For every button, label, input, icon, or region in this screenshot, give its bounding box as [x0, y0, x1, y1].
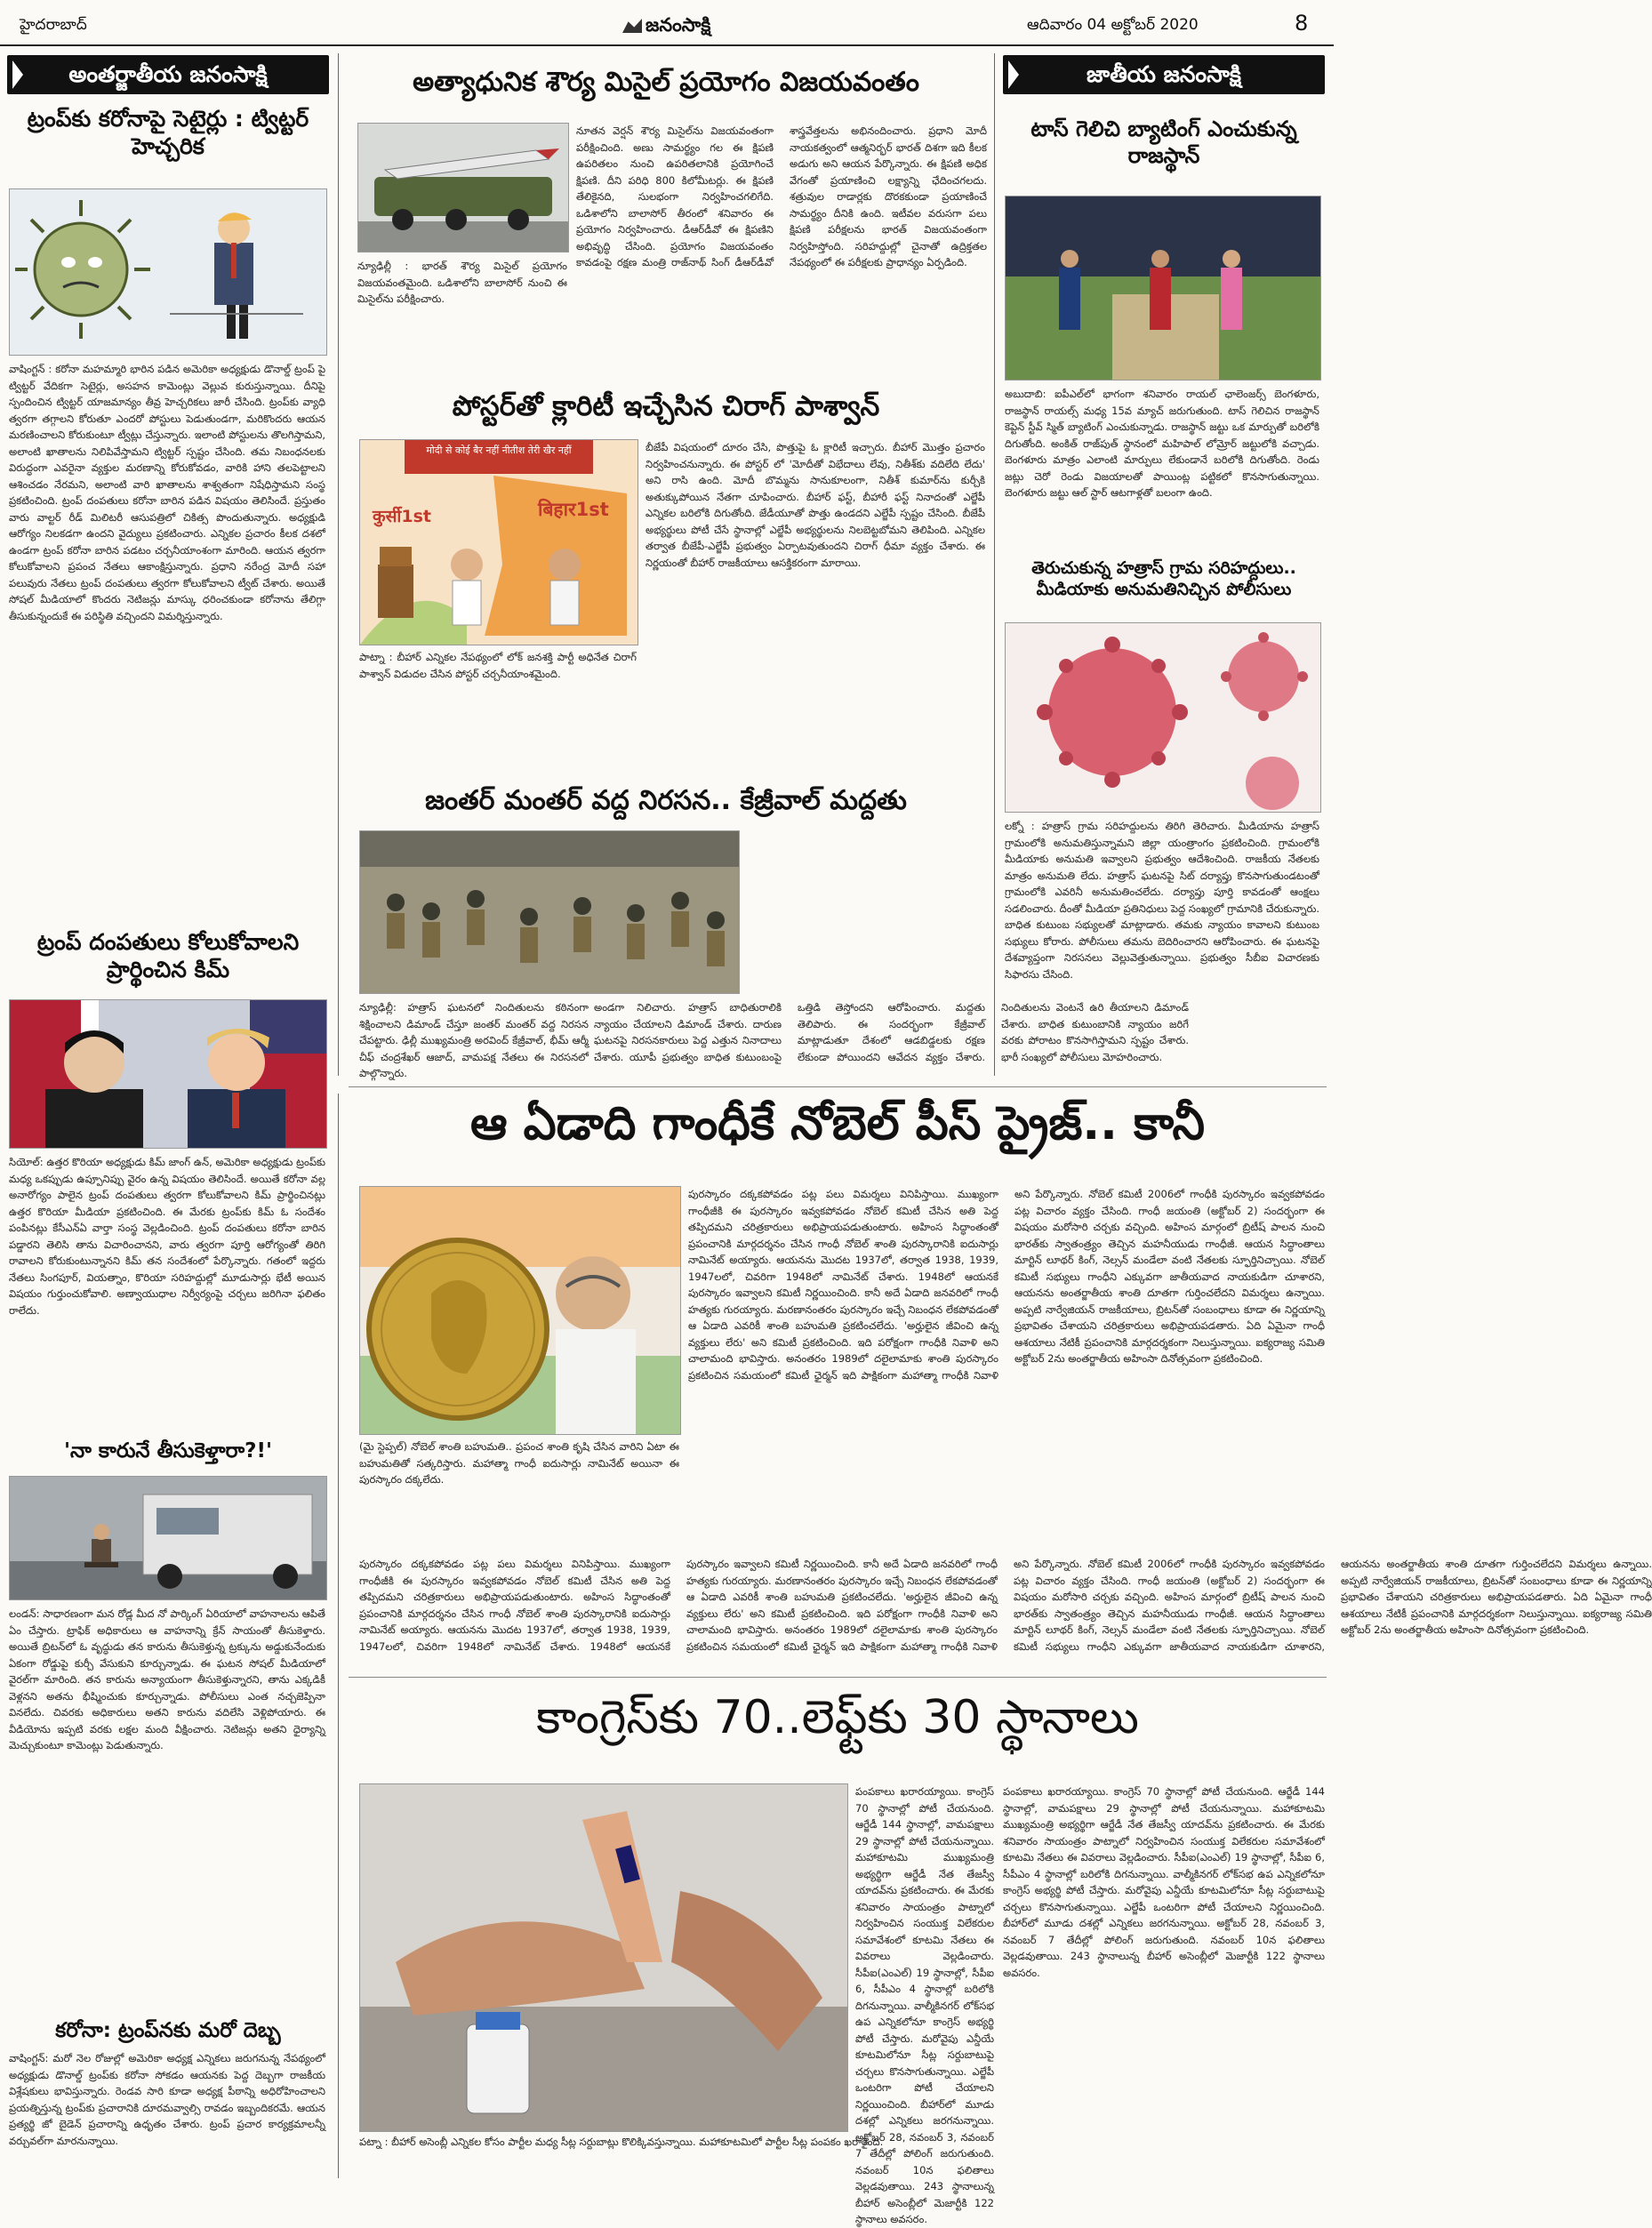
poster-slogan: मोदी से कोई बैर नहीं नीतीश तेरी खैर नहीं	[426, 445, 572, 456]
headline-trump-blow: కరోనా: ట్రంప్‌నకు మరో దెబ్బ	[55, 2019, 281, 2042]
headline-kim-prayer: ట్రంప్ దంపతులు కోలుకోవాలని ప్రార్థించిన కిమ్	[36, 929, 300, 983]
headline-trump-twitter: ట్రంప్‌కు కరోనాపై సెటైర్లు : ట్విట్టర్ హెచ్చరిక	[27, 106, 309, 160]
kim-trump-photo	[9, 999, 327, 1149]
newspaper-name: జనంసాక్షి	[646, 14, 711, 36]
headline-car-quote: 'నా కారునే తీసుకెళ్తారా?!'	[63, 1439, 273, 1463]
article-body-gandhi-top: పురస్కారం దక్కకపోవడం పట్ల పలు విమర్శలు వినిపిస్తాయి. ముఖ్యంగా గాంధీజీకి ఈ పురస్కారం ఇవ్వకపోవడం నోబెల్ కమిటీ చేసిన అతి పెద్ద తప్పిదమని చరిత్రకారులు అభిప్రాయపడుతుంటారు. అహింస సిద్ధాంతంతో ప్రపంచానికి మార్గదర్శనం చేసిన గాంధీ నోబెల్ శాంతి పురస్కారానికి ఐదుసార్లు నామినేట్ అయ్యారు. ఆయనను మొదట 1937లో, తర్వాత 1938, 1939, 1947లలో, చివరిగా 1948లో నామినేట్ చేశారు. 1948లో ఆయనకే పురస్కారం ఇవ్వాలని కమిటీ నిర్ణయించింది. కానీ అదే ఏడాది జనవరిలో గాంధీ హత్యకు గురయ్యారు. మరణానంతరం పురస్కారం ఇచ్చే నిబంధన లేకపోవడంతో ఆ ఏడాది ఎవరికీ శాంతి బహుమతి ప్రకటించలేదు. 'అర్హులైన జీవించి ఉన్న వ్యక్తులు లేరు' అని కమిటీ ప్రకటించింది. ఇది పరోక్షంగా గాంధీకి నివాళి అని చాలామంది భావిస్తారు. అనంతరం 1989లో దలైలామాకు శాంతి పురస్కారం ప్రకటించిన సమయంలో కమిటీ ఛైర్మన్ ఇది పాక్షికంగా మహాత్మా గాంధీకి నివాళి అని పేర్కొన్నారు. నోబెల్ కమిటీ 2006లో గాంధీకి పురస్కారం ఇవ్వకపోవడం పట్ల విచారం వ్యక్తం చేసింది. గాంధీ జయంతి (అక్టోబర్ 2) సందర్భంగా ఈ విషయం మరోసారి చర్చకు వచ్చింది. అహింస మార్గంలో బ్రిటీష్ పాలన నుంచి భారత్‌కు స్వాతంత్ర్యం తెచ్చిన మహనీయుడు గాంధీజీ. ఆయన సిద్ధాంతాలు మార్టిన్ లూథర్ కింగ్, నెల్సన్ మండేలా వంటి నేతలకు స్ఫూర్తినిచ్చాయి. నోబెల్ కమిటీ సభ్యులు గాంధీని ఎక్కువగా జాతీయవాద నాయకుడిగా చూశారని, ఆయనను అంతర్జాతీయ శాంతి దూతగా గుర్తించలేదని విమర్శలు ఉన్నాయి. అప్పటి నార్వేజియన్ రాజకీయాలు, బ్రిటన్‌తో సంబంధాలు కూడా ఈ నిర్ణయాన్ని ప్రభావితం చేశాయని చరిత్రకారులు అభిప్రాయపడతారు. ఏది ఏమైనా గాంధీ ఆశయాలు నేటికీ ప్రపంచానికి మార్గదర్శకంగా నిలుస్తున్నాయి. ఐక్యరాజ్య సమితి అక్టోబర్ 2ను అంతర్జాతీయ అహింసా దినోత్సవంగా ప్రకటించింది.	[688, 1188, 1325, 1382]
column-divider-right	[994, 53, 995, 1076]
jantar-caption: న్యూఢిల్లీ: హత్రాస్ ఘటనలో నిందితులను కఠినంగా శిక్షించాలని డిమాండ్ చేస్తూ జంతర్ మంతర్ వద్ద నిరసన చేపట్టారు. ఢిల్లీ ముఖ్యమంత్రి అరవింద్ కేజ్రీవాల్, భీమ్ ఆర్మీ చీఫ్ చంద్రశేఖర్ ఆజాద్, వామపక్ష నేతలు ఈ నిరసనలో పాల్గొన్నారు.	[359, 1001, 589, 1079]
poster-label-bihar: बिहार1st	[538, 499, 609, 520]
column-divider-left-bottom	[338, 1094, 339, 2178]
dateline-city: హైదరాబాద్	[20, 16, 87, 34]
article-body-toss: అబుదాబి: ఐపీఎల్‌లో భాగంగా శనివారం రాయల్ ఛాలెంజర్స్ బెంగళూరు, రాజస్థాన్ రాయల్స్ మధ్య 15వ మ్యాచ్ జరుగుతుంది. టాస్ గెలిచిన రాజస్థాన్ కెప్టెన్ స్టీవ్ స్మిత్ బ్యాటింగ్ ఎంచుకున్నాడు. రాజస్థాన్ జట్టు ఒక మార్పుతో బరిలోకి దిగుతోంది. అంకిత్ రాజ్‌పుత్ స్థానంలో మహిపాల్ లోమ్రోర్ జట్టులోకి వచ్చాడు. బెంగళూరు మాత్రం ఎలాంటి మార్పులు లేకుండానే బరిలోకి దిగుతోంది. రెండు జట్లు చెరో రెండు విజయాలతో పాయింట్ల పట్టికలో కొనసాగుతున్నాయి. బెంగళూరు జట్టు ఆల్ స్టార్ ఆటగాళ్లతో బలంగా ఉంది.	[1005, 388, 1319, 499]
masthead-rule	[0, 44, 1334, 46]
article-body-jantar: అండగా నిలిచారు. హత్రాస్ బాధితురాలికి న్యాయం చేయాలని డిమాండ్ చేశారు. దారుణ ఘటనపై నిరసనకారులు పెద్ద ఎత్తున నినాదాలు చేశారు. యూపీ ప్రభుత్వం బాధిత కుటుంబంపై ఒత్తిడి తెస్తోందని ఆరోపించారు. మద్దతు తెలిపారు. ఈ సందర్భంగా కేజ్రీవాల్ మాట్లాడుతూ దేశంలో ఆడబిడ్డలకు రక్షణ లేకుండా పోయిందని ఆవేదన వ్యక్తం చేశారు. నిందితులను వెంటనే ఉరి తీయాలని డిమాండ్ చేశారు. బాధిత కుటుంబానికి న్యాయం జరిగే వరకు పోరాటం కొనసాగిస్తామని స్పష్టం చేశారు. భారీ సంఖ్యలో పోలీసులు మోహరించారు.	[594, 1001, 1189, 1063]
section-rule-gandhi	[349, 1086, 1327, 1087]
missile-photo	[357, 123, 569, 252]
headline-gandhi: ఆ ఏడాది గాంధీకే నోబెల్ పీస్ ప్రైజ్.. కానీ	[470, 1097, 1205, 1150]
issue-date: ఆదివారం 04 అక్టోబర్ 2020	[1027, 16, 1199, 34]
jantar-protest-photo	[359, 830, 740, 994]
article-body-missile: నూతన వెర్షన్ శౌర్య మిసైల్‌ను విజయవంతంగా పరీక్షించింది. అణు సామర్థ్యం గల ఈ క్షిపణి ఉపరితలం నుంచి ఉపరితలానికి ప్రయోగించే క్షిపణి. దీని పరిధి 800 కిలోమీటర్లు. ఈ క్షిపణి తేలికైనది, సులభంగా నిర్వహించగలిగేది. ఒడిశాలోని బాలాసోర్ తీరంలో శనివారం ఈ ప్రయోగం నిర్వహించారు. డీఆర్‌డీవో ఈ క్షిపణిని అభివృద్ధి చేసింది. ప్రయోగం విజయవంతం కావడంపై రక్షణ మంత్రి రాజ్‌నాథ్ సింగ్ డీఆర్‌డీవో శాస్త్రవేత్తలను అభినందించారు. ప్రధాని మోదీ నాయకత్వంలో ఆత్మనిర్భర్ భారత్ దిశగా ఇది కీలక అడుగు అని ఆయన పేర్కొన్నారు. ఈ క్షిపణి అధిక వేగంతో ప్రయాణించి లక్ష్యాన్ని ఛేదించగలదు. శత్రువుల రాడార్లకు దొరకకుండా ప్రయాణించే సామర్థ్యం దీనికి ఉంది. ఇటీవల వరుసగా పలు క్షిపణి పరీక్షలను భారత్ విజయవంతంగా నిర్వహిస్తోంది. సరిహద్దుల్లో చైనాతో ఉద్రిక్తతల నేపథ్యంలో ఈ పరీక్షలకు ప్రాధాన్యం ఏర్పడింది.	[576, 124, 987, 268]
article-body-kim: సియోల్: ఉత్తర కొరియా అధ్యక్షుడు కిమ్ జాంగ్ ఉన్, అమెరికా అధ్యక్షుడు ట్రంప్‌కు మధ్య ఒకప్పుడు ఉప్పూనిప్పు వైరం ఉన్న విషయం తెలిసిందే. అయితే కరోనా వల్ల అనారోగ్యం పాలైన ట్రంప్ దంపతులు త్వరగా కోలుకోవాలని కిమ్ ప్రార్థించినట్లు ఉత్తర కొరియా మీడియా ప్రకటించింది. ఈ మేరకు ట్రంప్‌కు కిమ్ ఓ సందేశం పంపినట్లు కేసీఎన్ఏ వార్తా సంస్థ వెల్లడించింది. ట్రంప్ దంపతులు కరోనా బారిన పడ్డారని తెలిసి తాను విచారించానని, వారు త్వరగా పూర్తి ఆరోగ్యంతో తిరిగి రావాలని కోరుకుంటున్నానని కిమ్ తన సందేశంలో పేర్కొన్నారు. గతంలో ఇద్దరు నేతలు సింగపూర్, వియత్నాం, కొరియా సరిహద్దుల్లో మూడుసార్లు భేటీ అయిన విషయం గుర్తుంచుకోవాలి. అణ్వాయుధాల నిర్వీర్యంపై చర్చలు జరిగినా ఫలితం రాలేదు.	[9, 1156, 325, 1317]
missile-caption: న్యూఢిల్లీ : భారత్ శౌర్య మిసైల్ ప్రయోగం విజయవంతమైంది. ఒడిశాలోని బాలాసోర్ నుంచి ఈ మిసైల్‌ను పరీక్షించారు.	[357, 260, 567, 305]
poster-label-chair: कुर्सी1st	[373, 507, 431, 526]
column-divider-left	[338, 53, 339, 1076]
article-body-congress-right: పంపకాలు ఖరారయ్యాయి. కాంగ్రెస్ 70 స్థానాల్లో పోటీ చేయనుంది. ఆర్జేడీ 144 స్థానాల్లో, వామపక్షాలు 29 స్థానాల్లో పోటీ చేయనున్నాయి. మహాకూటమి ముఖ్యమంత్రి అభ్యర్థిగా ఆర్జేడీ నేత తేజస్వీ యాదవ్‌ను ప్రకటించారు. ఈ మేరకు శనివారం సాయంత్రం పాట్నాలో నిర్వహించిన సంయుక్త విలేకరుల సమావేశంలో కూటమి నేతలు ఈ వివరాలు వెల్లడించారు. సీపీఐ(ఎంఎల్) 19 స్థానాల్లో, సీపీఐ 6, సీపీఎం 4 స్థానాల్లో బరిలోకి దిగనున్నాయి. వాల్మీకినగర్ లోక్‌సభ ఉప ఎన్నికలోనూ కాంగ్రెస్ అభ్యర్థి పోటీ చేస్తారు. మరోవైపు ఎన్డీయే కూటమిలోనూ సీట్ల సర్దుబాటుపై చర్చలు కొనసాగుతున్నాయి. ఎల్జేపీ ఒంటరిగా పోటీ చేయాలని నిర్ణయించింది. బీహార్‌లో మూడు దశల్లో ఎన్నికలు జరగనున్నాయి. అక్టోబర్ 28, నవంబర్ 3, నవంబర్ 7 తేదీల్లో పోలింగ్ జరుగుతుంది. నవంబర్ 10న ఫలితాలు వెల్లడవుతాయి. 243 స్థానాలున్న బీహార్ అసెంబ్లీలో మెజార్టీకి 122 స్థానాలు అవసరం.	[1003, 1785, 1325, 1979]
section-banner-national: జాతీయ జనంసాక్షి	[1003, 55, 1325, 94]
section-rule-congress	[349, 1677, 1327, 1678]
article-body-hathras: లక్నో : హత్రాస్ గ్రామ సరిహద్దులను తిరిగి తెరిచారు. మీడియాను హత్రాస్ గ్రామంలోకి అనుమతిస్తున్నామని జిల్లా యంత్రాంగం ప్రకటించింది. గ్రామంలోకి మీడియాకు అనుమతి ఇవ్వాలని ప్రభుత్వం ఆదేశించింది. రాజకీయ నేతలకు మాత్రం అనుమతి లేదు. హత్రాస్ ఘటనపై సిట్ దర్యాప్తు కొనసాగుతుండటంతో గ్రామంలోకి ఎవరినీ అనుమతించలేదు. దర్యాప్తు పూర్తి కావడంతో ఆంక్షలు సడలించారు. దీంతో మీడియా ప్రతినిధులు పెద్ద సంఖ్యలో గ్రామానికి చేరుకున్నారు. బాధిత కుటుంబ సభ్యులతో మాట్లాడారు. తమకు న్యాయం కావాలని కుటుంబ సభ్యులు కోరారు. పోలీసులు తమను బెదిరించారని ఆరోపించారు. ఈ ఘటనపై దేశవ్యాప్తంగా నిరసనలు వెల్లువెత్తుతున్నాయి. ప్రభుత్వం సీబీఐ విచారణకు సిఫారసు చేసింది.	[1005, 820, 1319, 981]
trump-covid-cartoon	[9, 188, 327, 356]
section-banner-international: అంతర్జాతీయ జనంసాక్షి	[7, 55, 329, 94]
logo-icon	[622, 19, 642, 33]
chirag-caption: పాట్నా : బీహార్ ఎన్నికల నేపథ్యంలో లోక్ జనశక్తి పార్టీ అధినేత చిరాగ్ పాశ్వాన్ విడుదల చేసిన పోస్టర్ చర్చనీయాంశమైంది.	[359, 651, 637, 680]
article-body-gandhi-bottom: పురస్కారం దక్కకపోవడం పట్ల పలు విమర్శలు వినిపిస్తాయి. ముఖ్యంగా గాంధీజీకి ఈ పురస్కారం ఇవ్వకపోవడం నోబెల్ కమిటీ చేసిన అతి పెద్ద తప్పిదమని చరిత్రకారులు అభిప్రాయపడుతుంటారు. అహింస సిద్ధాంతంతో ప్రపంచానికి మార్గదర్శనం చేసిన గాంధీ నోబెల్ శాంతి పురస్కారానికి ఐదుసార్లు నామినేట్ అయ్యారు. ఆయనను మొదట 1937లో, తర్వాత 1938, 1939, 1947లలో, చివరిగా 1948లో నామినేట్ చేశారు. 1948లో ఆయనకే పురస్కారం ఇవ్వాలని కమిటీ నిర్ణయించింది. కానీ అదే ఏడాది జనవరిలో గాంధీ హత్యకు గురయ్యారు. మరణానంతరం పురస్కారం ఇచ్చే నిబంధన లేకపోవడంతో ఆ ఏడాది ఎవరికీ శాంతి బహుమతి ప్రకటించలేదు. 'అర్హులైన జీవించి ఉన్న వ్యక్తులు లేరు' అని కమిటీ ప్రకటించింది. ఇది పరోక్షంగా గాంధీకి నివాళి అని చాలామంది భావిస్తారు. అనంతరం 1989లో దలైలామాకు శాంతి పురస్కారం ప్రకటించిన సమయంలో కమిటీ ఛైర్మన్ ఇది పాక్షికంగా మహాత్మా గాంధీకి నివాళి అని పేర్కొన్నారు. నోబెల్ కమిటీ 2006లో గాంధీకి పురస్కారం ఇవ్వకపోవడం పట్ల విచారం వ్యక్తం చేసింది. గాంధీ జయంతి (అక్టోబర్ 2) సందర్భంగా ఈ విషయం మరోసారి చర్చకు వచ్చింది. అహింస మార్గంలో బ్రిటీష్ పాలన నుంచి భారత్‌కు స్వాతంత్ర్యం తెచ్చిన మహనీయుడు గాంధీజీ. ఆయన సిద్ధాంతాలు మార్టిన్ లూథర్ కింగ్, నెల్సన్ మండేలా వంటి నేతలకు స్ఫూర్తినిచ్చాయి. నోబెల్ కమిటీ సభ్యులు గాంధీని ఎక్కువగా జాతీయవాద నాయకుడిగా చూశారని, ఆయనను అంతర్జాతీయ శాంతి దూతగా గుర్తించలేదని విమర్శలు ఉన్నాయి. అప్పటి నార్వేజియన్ రాజకీయాలు, బ్రిటన్‌తో సంబంధాలు కూడా ఈ నిర్ణయాన్ని ప్రభావితం చేశాయని చరిత్రకారులు అభిప్రాయపడతారు. ఏది ఏమైనా గాంధీ ఆశయాలు నేటికీ ప్రపంచానికి మార్గదర్శకంగా నిలుస్తున్నాయి. ఐక్యరాజ్య సమితి అక్టోబర్ 2ను అంతర్జాతీయ అహింసా దినోత్సవంగా ప్రకటించింది.	[359, 1558, 1652, 1653]
chirag-poster	[359, 439, 638, 645]
headline-missile: అత్యాధునిక శౌర్య మిసైల్ ప్రయోగం విజయవంతం	[413, 67, 919, 98]
article-body-chirag: బీజేపీ విషయంలో దూరం చేసి, పొత్తుపై ఓ క్లారిటీ ఇచ్చారు. బీహార్ మొత్తం ప్రచారం నిర్వహించనున్నారు. ఈ పోస్టర్ లో 'మోదీతో విభేదాలు లేవు, నితీశ్‌కు వదిలేది లేదు' అని రాసి ఉంది. మోదీ బొమ్మను సానుకూలంగా, నితీశ్ కుమార్‌ను కుర్చీకి అతుక్కుపోయిన నేతగా చూపించారు. బీహార్ ఫస్ట్, బీహారీ ఫస్ట్ నినాదంతో ఎల్జేపీ ఎన్నికల బరిలోకి దిగుతోంది. జేడీయూతో పొత్తు ఉండదని ఎల్జేపీ స్పష్టం చేసింది. బీజేపీ అభ్యర్థులు పోటీ చేసే స్థానాల్లో ఎల్జేపీ అభ్యర్థులను నిలబెట్టబోమని తెలిపింది. ఎన్నికల తర్వాత బీజేపీ-ఎల్జేపీ ప్రభుత్వం ఏర్పాటవుతుందని చిరాగ్ ధీమా వ్యక్తం చేశారు. ఈ నిర్ణయంతో బీహార్ రాజకీయాలు ఆసక్తికరంగా మారాయి.	[646, 441, 985, 569]
headline-congress: కాంగ్రెస్‌కు 70..లెఫ్ట్‌కు 30 స్థానాలు	[536, 1691, 1139, 1744]
newspaper-logo	[622, 14, 710, 41]
headline-toss: టాస్ గెలిచి బ్యాటింగ్ ఎంచుకున్న రాజస్థాన్	[1030, 116, 1297, 168]
gandhi-caption: (మై స్టెప్పల్) నోబెల్ శాంతి బహుమతి.. ప్రపంచ శాంతి కృషి చేసిన వారిని ఏటా ఈ బహుమతితో సత్కరిస్తారు. మహాత్మా గాంధీ ఐదుసార్లు నామినేట్ అయినా ఈ పురస్కారం దక్కలేదు.	[359, 1440, 679, 1486]
article-body-trump-twitter: వాషింగ్టన్ : కరోనా మహమ్మారి భారిన పడిన అమెరికా అధ్యక్షుడు డొనాల్డ్ ట్రంప్ పై ట్విట్టర్ వేదికగా సెటైర్లు, అసహన కామెంట్లు వెల్లువ కురుస్తున్నాయి. దీనిపై స్పందించిన ట్విట్టర్ యాజమాన్యం తీవ్ర హెచ్చరికలు జారీ చేసింది. ట్రంప్‌కు వ్యాధి త్వరగా తగ్గాలని కోరుతూ ఎందరో పోస్టులు పెడుతుండగా, మరికొందరు ఆయన మరణించాలని కోరుకుంటూ ట్వీట్లు చేస్తున్నారు. ఇలాంటి పోస్టులను తొలగిస్తామని, అలాంటి ఖాతాలను నిలిపివేస్తామని ట్విట్టర్ స్పష్టం చేసింది. తమ నిబంధనలకు విరుద్ధంగా ఎవరైనా వ్యక్తుల మరణాన్ని కోరుకోవడం, వారికి హాని తలపెట్టాలని ఆశించడం నేరమని, అలాంటి వారి ఖాతాలను శాశ్వతంగా నిషేధిస్తామని సంస్థ ప్రకటించింది. ట్రంప్ దంపతులు కరోనా బారిన పడిన విషయం తెలిసిందే. ప్రస్తుతం వారు వాల్టర్ రీడ్ మిలిటరీ ఆసుపత్రిలో చికిత్స పొందుతున్నారు. అధ్యక్షుడి ఆరోగ్యం నిలకడగా ఉందని వైద్యులు ప్రకటించారు. ఎన్నికల ప్రచారం కీలక దశలో ఉండగా ట్రంప్ కరోనా బారిన పడటం చర్చనీయాంశంగా మారింది. ఆయన త్వరగా కోలుకోవాలని ప్రపంచ నేతలు ఆకాంక్షిస్తున్నారు. ప్రధాని నరేంద్ర మోదీ సహా పలువురు నేతలు ట్రంప్ దంపతులు త్వరగా కోలుకోవాలని ట్వీట్ చేశారు. అయితే సోషల్ మీడియాలో కొందరు నెటిజన్లు మాస్కు ధరించకుండా కరోనాను తేలిగ్గా తీసుకున్నందుకే ఈ పరిస్థితి వచ్చిందని విమర్శిస్తున్నారు.	[9, 363, 325, 622]
article-body-trump-blow: వాషింగ్టన్: మరో నెల రోజుల్లో అమెరికా అధ్యక్ష ఎన్నికలు జరుగనున్న నేపథ్యంలో అధ్యక్షుడు డొనాల్డ్ ట్రంప్‌కు కరోనా సోకడం ఆయనకు పెద్ద దెబ్బగా రాజకీయ విశ్లేషకులు భావిస్తున్నారు. రెండవ సారి కూడా అధ్యక్ష పీఠాన్ని అధిరోహించాలని ప్రయత్నిస్తున్న ట్రంప్‌కు ప్రచారానికి దూరమవ్వాల్సి రావడం ఇబ్బందికరమే. ఆయన ప్రత్యర్థి జో బైడెన్ ప్రచారాన్ని ఉధృతం చేశారు. ట్రంప్ ప్రచార కార్యక్రమాలన్నీ వర్చువల్‌గా మారనున్నాయి.	[9, 2052, 325, 2147]
page-number: 8	[1295, 11, 1309, 36]
voting-ink-photo	[359, 1783, 848, 2132]
article-body-congress-left: పంపకాలు ఖరారయ్యాయి. కాంగ్రెస్ 70 స్థానాల్లో పోటీ చేయనుంది. ఆర్జేడీ 144 స్థానాల్లో, వామపక్షాలు 29 స్థానాల్లో పోటీ చేయనున్నాయి. మహాకూటమి ముఖ్యమంత్రి అభ్యర్థిగా ఆర్జేడీ నేత తేజస్వీ యాదవ్‌ను ప్రకటించారు. ఈ మేరకు శనివారం సాయంత్రం పాట్నాలో నిర్వహించిన సంయుక్త విలేకరుల సమావేశంలో కూటమి నేతలు ఈ వివరాలు వెల్లడించారు. సీపీఐ(ఎంఎల్) 19 స్థానాల్లో, సీపీఐ 6, సీపీఎం 4 స్థానాల్లో బరిలోకి దిగనున్నాయి. వాల్మీకినగర్ లోక్‌సభ ఉప ఎన్నికలోనూ కాంగ్రెస్ అభ్యర్థి పోటీ చేస్తారు. మరోవైపు ఎన్డీయే కూటమిలోనూ సీట్ల సర్దుబాటుపై చర్చలు కొనసాగుతున్నాయి. ఎల్జేపీ ఒంటరిగా పోటీ చేయాలని నిర్ణయించింది. బీహార్‌లో మూడు దశల్లో ఎన్నికలు జరగనున్నాయి. అక్టోబర్ 28, నవంబర్ 3, నవంబర్ 7 తేదీల్లో పోలింగ్ జరుగుతుంది. నవంబర్ 10న ఫలితాలు వెల్లడవుతాయి. 243 స్థానాలున్న బీహార్ అసెంబ్లీలో మెజార్టీకి 122 స్థానాలు అవసరం.	[855, 1785, 994, 2225]
headline-hathras: తెరుచుకున్న హత్రాస్ గ్రామ సరిహద్దులు.. మీడియాకు అనుమతినిచ్చిన పోలీసులు	[1031, 558, 1296, 599]
headline-jantar: జంతర్ మంతర్ వద్ద నిరసన.. కేజ్రీవాల్ మద్దతు	[425, 785, 907, 816]
virus-illustration	[1005, 622, 1321, 813]
ipl-toss-photo	[1005, 196, 1321, 381]
car-tow-photo	[9, 1476, 327, 1600]
article-body-car-quote: లండన్: సాధారణంగా మన రోడ్ల మీద నో పార్కింగ్ ఏరియాలో వాహనాలను ఆపితే ఏం చేస్తారు. ట్రాఫిక్ అధికారులు ఆ వాహనాన్ని క్రేన్ సాయంతో తీసుకెళ్తారు. అయితే బ్రిటన్‌లో ఓ వృద్ధుడు తన కారును తీసుకెళ్తున్న ట్రక్కును అడ్డుకునేందుకు ఏకంగా రోడ్డుపై కుర్చీ వేసుకుని కూర్చున్నాడు. ఈ ఘటన సోషల్ మీడియాలో వైరల్‌గా మారింది. తన కారును అన్యాయంగా తీసుకెళ్తున్నారని, తాను ఎక్కడికీ వెళ్లనని అతను భీష్మించుకు కూర్చున్నాడు. పోలీసులు ఎంత నచ్చజెప్పినా వినలేదు. చివరకు అధికారులు అతని కారును వదిలేసి వెళ్లిపోయారు. ఈ వీడియోను ఇప్పటి వరకు లక్షల మంది వీక్షించారు. నెటిజన్లు అతని ధైర్యాన్ని మెచ్చుకుంటూ కామెంట్లు పెడుతున్నారు.	[9, 1607, 325, 1751]
congress-caption: పట్నా : బీహార్ అసెంబ్లీ ఎన్నికల కోసం పార్టీల మధ్య సీట్ల సర్దుబాట్లు కొలిక్కివస్తున్నాయి. మహాకూటమిలో పార్టీల సీట్ల పంపకం ఖరారైంది.	[359, 2136, 884, 2148]
headline-chirag: పోస్టర్‌తో క్లారిటీ ఇచ్చేసిన చిరాగ్ పాశ్వాన్	[452, 390, 880, 422]
gandhi-nobel-photo	[359, 1186, 681, 1435]
